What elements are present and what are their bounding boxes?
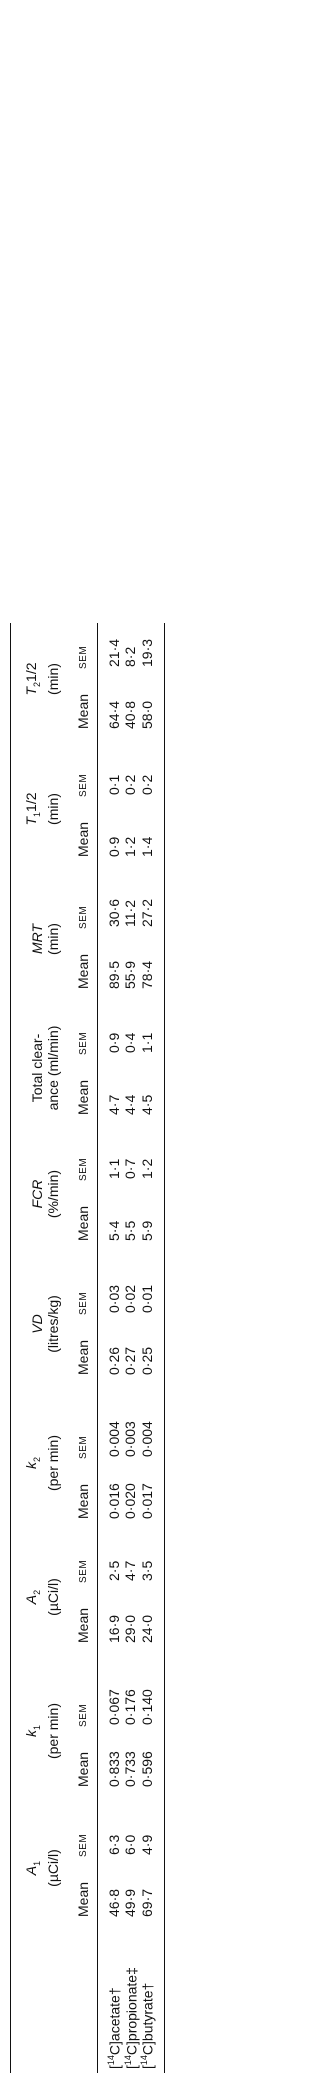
mean-cell: 40·8 [122, 700, 139, 729]
mean-cell: 0·733 [122, 1751, 139, 1787]
column-gap [123, 735, 140, 755]
mean-cell: 29·0 [122, 1614, 139, 1643]
mean-cell: 0·9 [105, 836, 122, 857]
group-header-row [11, 623, 70, 2073]
sem-cell: 0·004 [139, 1421, 156, 1457]
mean-cell: 0·596 [139, 1751, 156, 1787]
sem-header: SEM [69, 1267, 98, 1319]
column-gap [123, 1649, 140, 1669]
sem-cell: 6·0 [122, 1834, 139, 1855]
mean-cell: 64·4 [105, 700, 122, 729]
group-header-a2: $A_2$ (µCi/l) [23, 1578, 61, 1616]
mean-cell: 0·833 [105, 1751, 122, 1787]
column-gap [139, 1525, 164, 1545]
sem-cell: 0·9 [105, 1032, 122, 1053]
column-gap [139, 1793, 164, 1813]
group-header-mrt: MRT (min) [29, 923, 61, 955]
subheader-row [69, 623, 98, 2073]
sem-cell: 0·003 [122, 1421, 139, 1457]
column-gap [98, 735, 123, 755]
mean-cell: 58·0 [139, 700, 156, 729]
sem-cell: 0·140 [139, 1689, 156, 1725]
group-header-a1: $A_1$ (µCi/l) [23, 1849, 61, 1887]
bottom-rule [164, 623, 166, 2073]
column-gap [123, 1247, 140, 1267]
sem-cell: 19·3 [139, 638, 156, 667]
mean-header: Mean [69, 1731, 98, 1793]
mean-cell: 0·020 [122, 1483, 139, 1519]
column-gap [123, 1793, 140, 1813]
sem-cell: 1·1 [139, 1032, 156, 1053]
mean-cell: 4·7 [105, 1094, 122, 1115]
sem-cell: 27·2 [139, 898, 156, 927]
sem-cell: 0·7 [122, 1158, 139, 1179]
group-header-t2-half: $T_21/2$ (min) [23, 662, 61, 696]
sem-cell: 30·6 [105, 898, 122, 927]
group-header-total-clearance: Total clear- ance (ml/min) [29, 1025, 61, 1111]
column-gap [139, 1649, 164, 1669]
sem-cell: 11·2 [122, 900, 139, 927]
mean-header: Mean [69, 1463, 98, 1525]
group-header-k1: $k_1$ (per min) [23, 1703, 61, 1760]
sem-header: SEM [69, 755, 98, 801]
group-header-fcr: FCR (%/min) [29, 1169, 61, 1219]
mean-header: Mean [69, 1319, 98, 1381]
sem-cell: 0·1 [105, 774, 122, 795]
column-gap [139, 735, 164, 755]
mean-cell: 0·26 [105, 1346, 122, 1375]
table-body [98, 623, 165, 2073]
sem-cell: 0·2 [122, 774, 139, 795]
sem-cell: 0·03 [105, 1284, 122, 1313]
group-header-t1-half: $T_11/2$ (min) [23, 792, 61, 826]
mean-cell: 69·7 [139, 1888, 156, 1917]
mean-header: Mean [69, 1059, 98, 1121]
mean-cell: 46·8 [105, 1888, 122, 1917]
column-gap [123, 995, 140, 1015]
sem-cell: 4·7 [122, 1560, 139, 1581]
mean-cell: 4·4 [122, 1094, 139, 1115]
mean-cell: 0·27 [122, 1346, 139, 1375]
mean-header: Mean [69, 1587, 98, 1649]
row-label: [$^{14}$C]butyrate† [139, 1982, 156, 2069]
mean-header: Mean [69, 801, 98, 863]
column-gap [98, 1121, 123, 1141]
sem-header: SEM [69, 1669, 98, 1731]
mean-cell: 0·25 [139, 1346, 156, 1375]
column-gap [98, 1793, 123, 1813]
column-gap [123, 863, 140, 883]
sem-cell: 1·2 [139, 1158, 156, 1179]
column-gap [139, 1121, 164, 1141]
table-row [98, 623, 123, 2073]
column-gap [98, 1381, 123, 1401]
mean-cell: 1·4 [139, 836, 156, 857]
sem-header: SEM [69, 1813, 98, 1861]
kinetics-table [10, 623, 166, 2073]
sem-cell: 3·5 [139, 1560, 156, 1581]
mean-header: Mean [69, 1861, 98, 1923]
column-gap [98, 1649, 123, 1669]
sem-cell: 0·067 [105, 1689, 122, 1725]
sem-cell: 0·004 [105, 1421, 122, 1457]
sem-cell: 0·01 [139, 1284, 156, 1313]
sem-header: SEM [69, 623, 98, 673]
group-header-vd: VD (litres/kg) [29, 1295, 61, 1353]
mean-header: Mean [69, 1185, 98, 1247]
column-gap [123, 1525, 140, 1545]
sem-cell: 0·4 [122, 1032, 139, 1053]
group-header-k2: $k_2$ (per min) [23, 1435, 61, 1492]
corner-cell [11, 1923, 70, 2073]
mean-cell: 1·2 [122, 836, 139, 857]
mean-cell: 5·5 [122, 1220, 139, 1241]
table-row [123, 623, 140, 2073]
mean-header: Mean [69, 933, 98, 995]
mean-cell: 0·017 [139, 1483, 156, 1519]
sem-cell: 0·2 [139, 774, 156, 795]
table-row [139, 623, 164, 2073]
sem-header: SEM [69, 1015, 98, 1059]
row-label: [$^{14}$C]propionate‡ [122, 1967, 140, 2069]
mean-cell: 5·4 [105, 1220, 122, 1241]
column-gap [123, 1381, 140, 1401]
column-gap [98, 1247, 123, 1267]
sem-cell: 6·3 [105, 1834, 122, 1855]
column-gap [139, 1381, 164, 1401]
sem-header: SEM [69, 1141, 98, 1185]
mean-cell: 5·9 [139, 1220, 156, 1241]
column-gap [139, 995, 164, 1015]
column-gap [98, 863, 123, 883]
mean-cell: 16·9 [105, 1614, 122, 1643]
mean-cell: 0·016 [105, 1483, 122, 1519]
mean-cell: 78·4 [139, 960, 156, 989]
sem-cell: 8·2 [122, 646, 139, 667]
mean-cell: 24·0 [139, 1614, 156, 1643]
mean-cell: 49·9 [122, 1888, 139, 1917]
column-gap [98, 1525, 123, 1545]
sem-header: SEM [69, 1545, 98, 1587]
mean-cell: 55·9 [122, 960, 139, 989]
sem-cell: 21·4 [105, 638, 122, 667]
sem-header: SEM [69, 883, 98, 933]
sem-header: SEM [69, 1401, 98, 1463]
mean-cell: 89·5 [105, 960, 122, 989]
column-gap [139, 1247, 164, 1267]
column-gap [98, 995, 123, 1015]
sem-cell: 2·5 [105, 1560, 122, 1581]
sem-cell: 1·1 [105, 1158, 122, 1179]
mean-cell: 4·5 [139, 1094, 156, 1115]
column-gap [139, 863, 164, 883]
sem-cell: 0·176 [122, 1689, 139, 1725]
row-label: [$^{14}$C]acetate† [106, 1987, 123, 2069]
mean-header: Mean [69, 673, 98, 735]
column-gap [123, 1121, 140, 1141]
sem-cell: 4·9 [139, 1834, 156, 1855]
sem-cell: 0·02 [122, 1284, 139, 1313]
